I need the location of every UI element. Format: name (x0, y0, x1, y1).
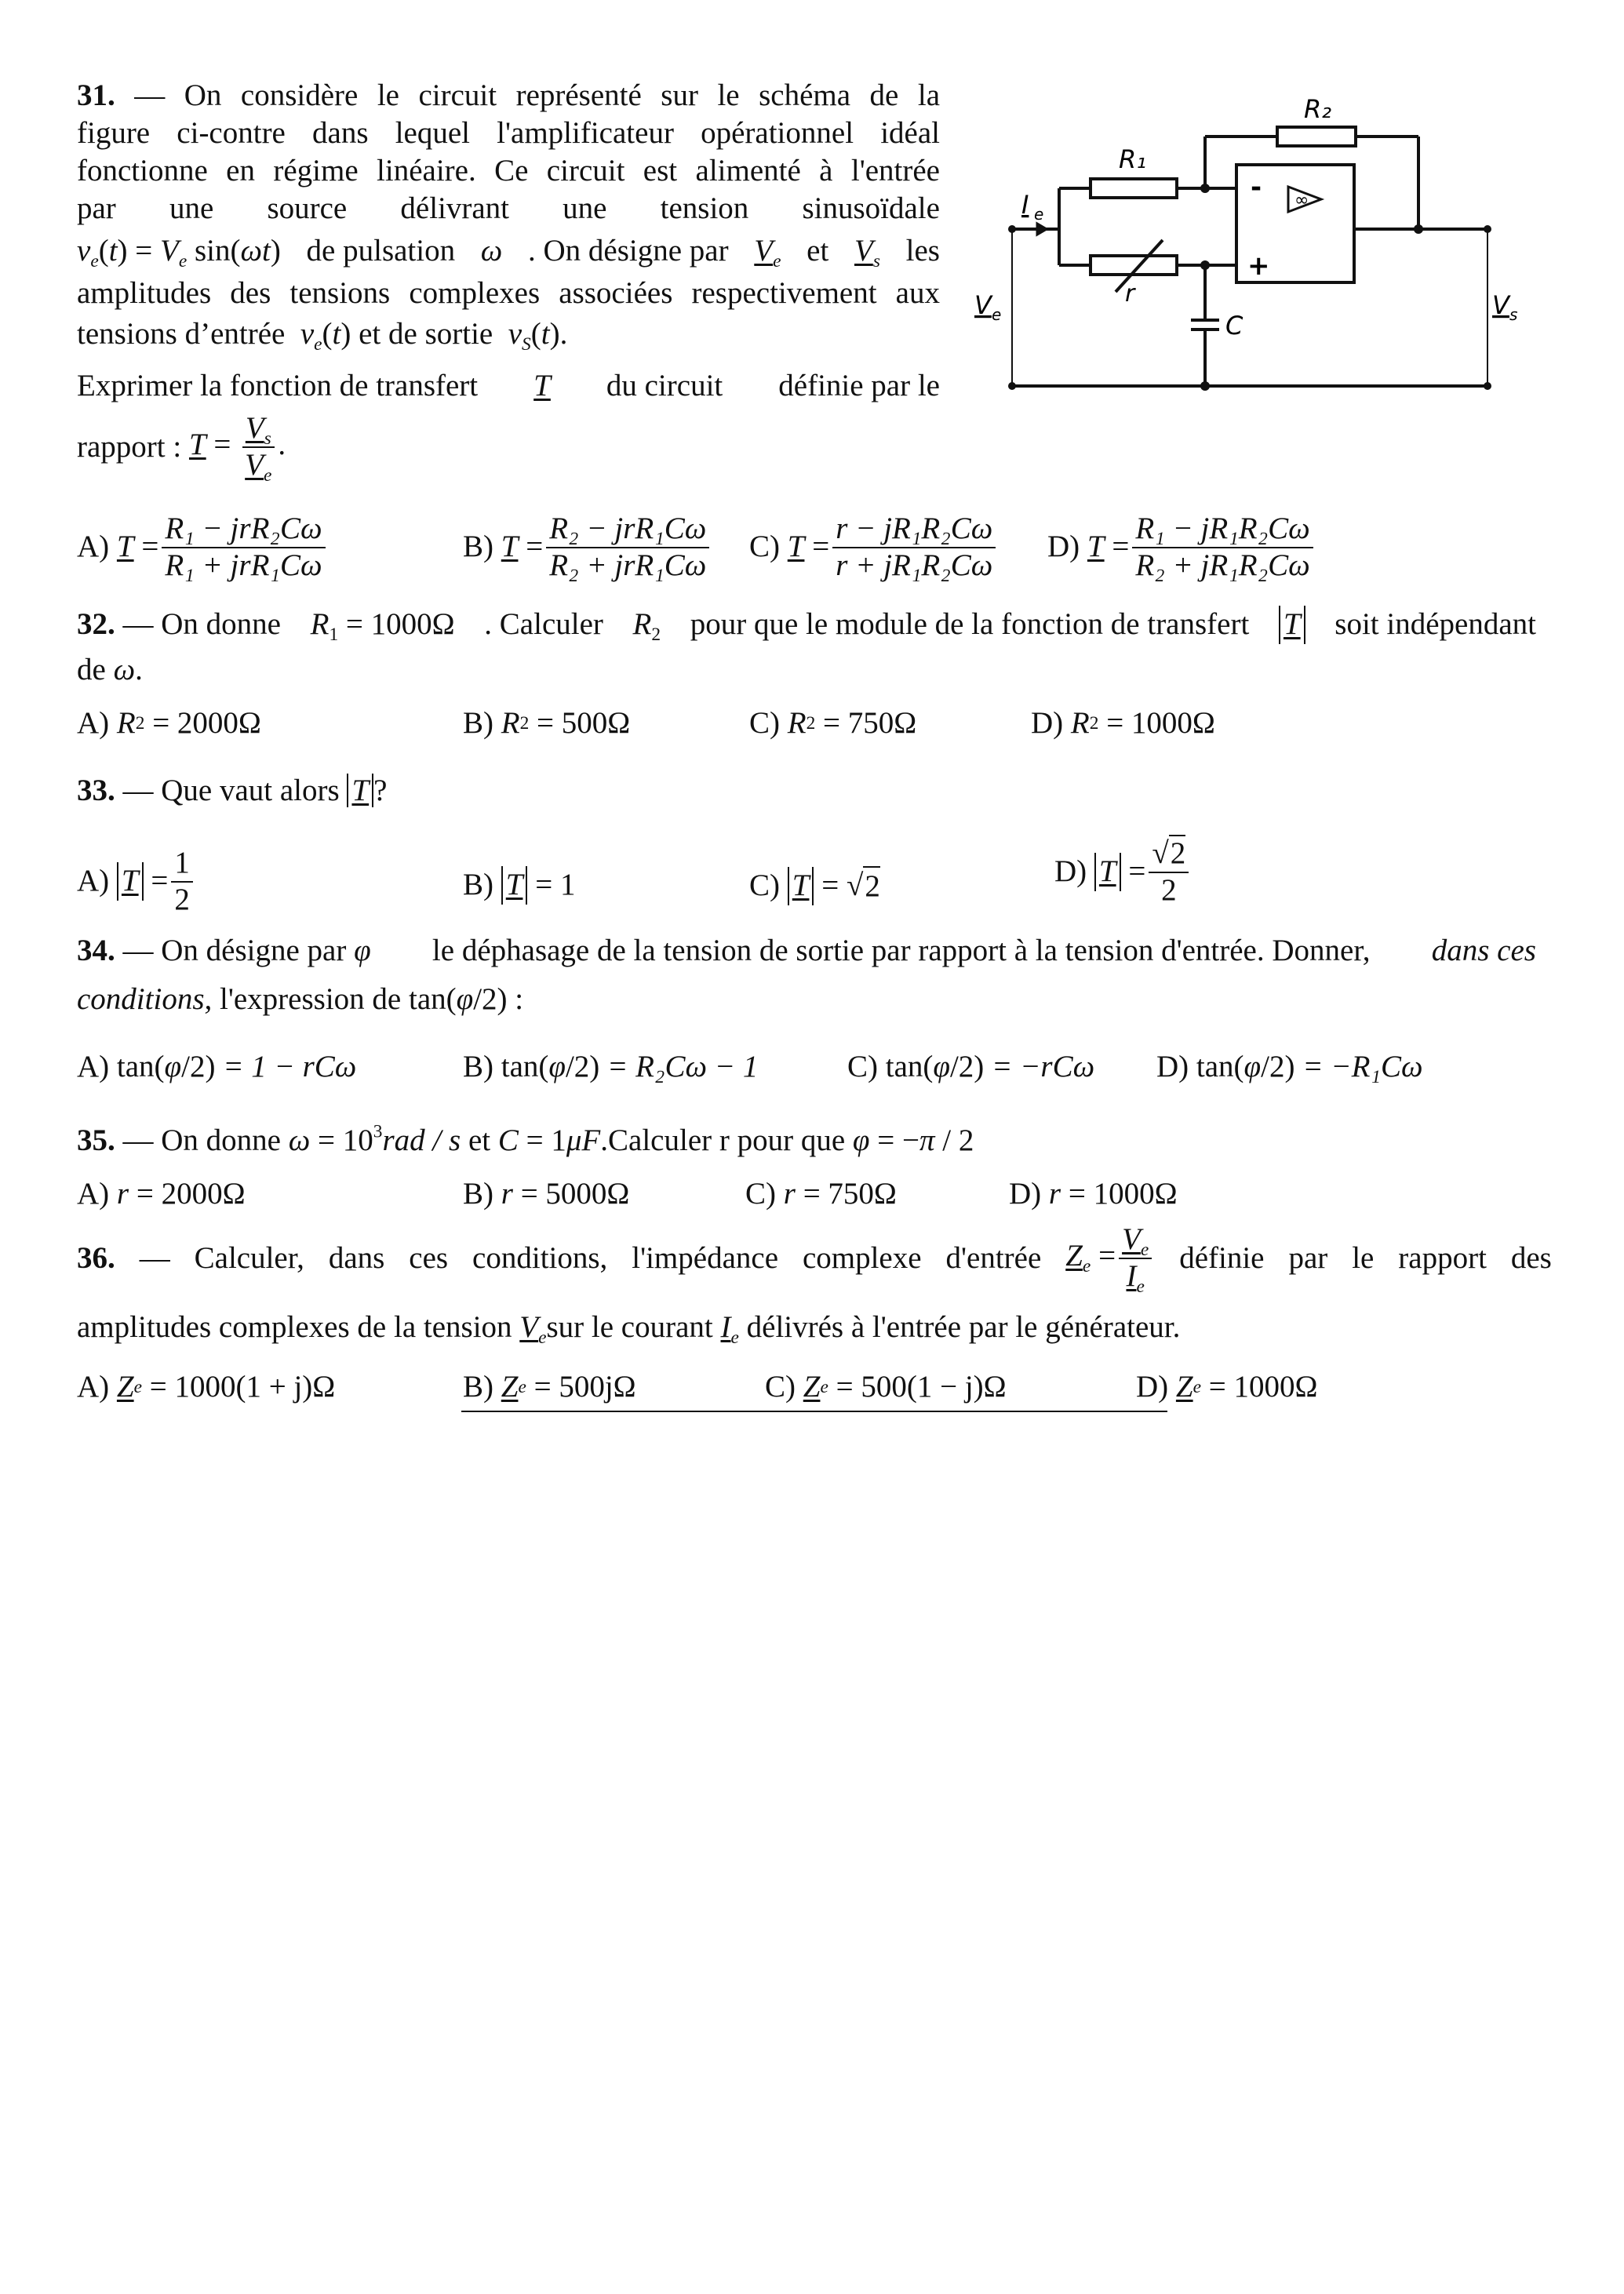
resistor-R1 (1091, 179, 1177, 198)
q32-line2: de ω. (77, 653, 143, 686)
q31-line5 (77, 228, 940, 275)
q36-text-b: sur le courant (546, 1310, 713, 1344)
q36-word: conditions, (472, 1240, 608, 1275)
q31-line6 (77, 275, 940, 315)
q34-dash: — (122, 934, 154, 967)
q33-line (77, 772, 387, 810)
q32-option-D[interactable]: D) R 2 = 1000Ω (1031, 705, 1215, 743)
T-symbol: T (533, 369, 551, 402)
q33-option-D[interactable]: D) T = $\frac{√2}{2}$ (1054, 836, 1192, 908)
q34-number: 34. (77, 934, 115, 967)
q36-word: le (1352, 1240, 1375, 1275)
q31-option-D-label: D) (1047, 530, 1080, 564)
q31-line2 (77, 115, 940, 152)
q34-text-d: conditions, (77, 982, 213, 1016)
end-rule (461, 1411, 1167, 1412)
q31-A-den: R₁ + jrR₁Cω (165, 548, 322, 582)
q31-text-8c: définie par le (778, 369, 940, 402)
node (1200, 184, 1210, 193)
q35-text-a: On donne (161, 1123, 281, 1157)
q35-C-value: = 750Ω (803, 1177, 897, 1211)
vs-t: $v_S(t)$. (508, 317, 568, 355)
q32-A-value: = 2000Ω (152, 706, 261, 740)
q31-C-num: r − jR₁R₂Cω (832, 512, 996, 548)
q36-text-c: délivrés à l'entrée par le générateur. (746, 1310, 1181, 1344)
q32-option-A[interactable]: A) R 2 = 2000Ω (77, 705, 261, 743)
q36-word: par (1288, 1240, 1328, 1275)
node (1414, 224, 1423, 234)
q31-D-den: R₂ + jR₁R₂Cω (1135, 548, 1310, 582)
q36-A-value: = 1000(1 + j)Ω (149, 1370, 336, 1404)
q35-D-value: = 1000Ω (1068, 1177, 1178, 1211)
q36-word: Calculer, (194, 1240, 304, 1275)
q35-line (77, 1122, 974, 1160)
q31-word: une (169, 191, 214, 225)
q36-A-label: A) (77, 1370, 110, 1404)
q34-text-b: le déphasage de la tension de sortie par rapport à la tension d'entrée. Donner, (431, 934, 1371, 967)
T-ratio: T = $\frac{V_s}{V_e}$ . (188, 411, 286, 486)
q31-text-7a: tensions d’entrée (77, 317, 286, 351)
q31-text-6: amplitudes des tensions complexes associées respectivement aux (77, 276, 940, 310)
q31-option-A-label: A) (77, 530, 110, 564)
q36-number: 36. (77, 1240, 115, 1275)
q31-line9 (77, 408, 940, 486)
q35-text-b: et (468, 1123, 491, 1157)
q31-D-num: R₁ − jR₁R₂Cω (1132, 512, 1313, 548)
label-Vs: V (1492, 290, 1509, 320)
label-R1: R₁ (1119, 144, 1147, 174)
q32-D-value: = 1000Ω (1106, 706, 1215, 740)
q31-B-den: R₂ + jrR₁Cω (549, 548, 707, 582)
q34-option-B[interactable]: B) tan( φ /2) = R₂Cω − 1 (463, 1048, 758, 1087)
R1-value: $R_1 = 1000\Omega$ (310, 607, 455, 646)
q31-option-B[interactable]: B) T = $\frac{\text{R₂ − jrR₁Cω}}{\text{R₂ + jrR₁Cω}}$ (463, 512, 712, 584)
phi-condition: φ = −π / 2 (852, 1123, 974, 1157)
R2-symbol: $R_2$ (632, 607, 661, 646)
q32-option-B[interactable]: B) R 2 = 500Ω (463, 705, 630, 743)
q36-option-C[interactable]: C) Z e = 500(1 − j)Ω (765, 1368, 1007, 1407)
q36-D-label: D) (1136, 1370, 1169, 1404)
label-Ie-sub: e (1034, 205, 1044, 224)
q33-D-label: D) (1054, 854, 1087, 889)
q34-text-a: On désigne par (161, 934, 347, 967)
q32-B-value: = 500Ω (537, 706, 631, 740)
q31-line7 (77, 315, 940, 367)
q36-option-D[interactable]: D) Z e = 1000Ω (1136, 1368, 1317, 1407)
q31-text-3: fonctionne en régime linéaire. Ce circuit est alimenté à l'entrée (77, 154, 940, 188)
q36-dash: — (139, 1240, 170, 1275)
q31-option-C[interactable]: C) T = $\frac{\text{r − jR₁R₂Cω}}{\text{r + jR₁R₂Cω}}$ (749, 512, 999, 584)
q31-text-8b: du circuit (606, 369, 723, 402)
q33-number: 33. (77, 774, 115, 807)
q32-text-a: On donne (161, 607, 281, 641)
q36-option-B[interactable]: B) Z e = 500jΩ (463, 1368, 636, 1407)
q31-text-5b: . On désigne par (528, 233, 729, 268)
q36-D-value: = 1000Ω (1208, 1370, 1318, 1404)
q31-line1 (77, 77, 940, 115)
q36-line1 (77, 1219, 1552, 1298)
q36-word: dans (328, 1240, 385, 1275)
omega-value: $\omega = 10^3rad / s$ (288, 1121, 461, 1157)
q31-option-B-label: B) (463, 530, 493, 564)
abs-T: T (1279, 606, 1305, 644)
q33-B-label: B) (463, 868, 493, 901)
q32-text-d: soit indépendant (1335, 607, 1536, 641)
q31-text-8a: Exprimer la fonction de transfert (77, 369, 479, 402)
q35-option-C[interactable]: C) r = 750Ω (745, 1175, 897, 1214)
node (1008, 382, 1016, 390)
omega-symbol: ω (480, 233, 503, 268)
q31-dash: — (134, 78, 166, 112)
q34-line1: 34. — On désigne par φ le déphasage de la tension de sortie par rapport à la tension d'entrée. Donner, dans ces (77, 932, 1536, 970)
label-Vs-sub: s (1509, 305, 1518, 324)
label-r: r (1125, 280, 1135, 308)
q34-line2: conditions, l'expression de tan(φ/2) : (77, 982, 524, 1016)
q34-A-label: A) (77, 1050, 110, 1083)
q32-option-C[interactable]: C) R 2 = 750Ω (749, 705, 916, 743)
q36-text-a: amplitudes complexes de la tension (77, 1310, 512, 1344)
q36-C-value: = 500(1 − j)Ω (836, 1370, 1007, 1404)
q36-B-label: B) (463, 1370, 493, 1404)
q34-C-value: = −rCω (992, 1050, 1095, 1083)
q36-option-A[interactable]: A) Z e = 1000(1 + j)Ω (77, 1368, 335, 1407)
abs-T: T (347, 774, 373, 807)
variable-arrow (1116, 240, 1163, 292)
current-arrowhead (1037, 224, 1047, 235)
q36-word: définie (1179, 1240, 1265, 1275)
Ze-definition: $Z_e$ = $\frac{V_e}{I_e}$ (1065, 1222, 1155, 1294)
q31-word: délivrant (400, 191, 510, 225)
q36-word: d'entrée (945, 1240, 1042, 1275)
resistor-R2 (1277, 127, 1356, 146)
q33-qmark: ? (373, 774, 388, 807)
q33-text: Que vaut alors (161, 774, 340, 807)
q34-text-e: l'expression de (220, 982, 402, 1016)
q36-C-label: C) (765, 1370, 796, 1404)
q31-B-num: R₂ − jrR₁Cω (546, 512, 709, 548)
q32-line1 (77, 606, 1536, 644)
q33-dash: — (122, 774, 154, 807)
q31-word: par (77, 191, 116, 225)
q36-word: rapport (1398, 1240, 1487, 1275)
q31-block (77, 77, 940, 486)
q31-text-5a: de pulsation (306, 233, 456, 268)
q34-option-D[interactable]: D) tan( φ /2) = −R₁Cω (1156, 1048, 1423, 1087)
q31-line8 (77, 367, 940, 408)
q32-B-label: B) (463, 706, 493, 740)
label-Ve-sub: e (992, 305, 1002, 324)
q31-text-2: figure ci-contre dans lequel l'amplificateur opérationnel idéal (77, 116, 940, 150)
ve-t: $v_e(t)$ (300, 317, 351, 355)
q31-word: tension (660, 191, 749, 225)
q34-D-value: = −R₁Cω (1302, 1050, 1423, 1083)
ve-t-formula: $v_e(t) = V_e$ sin(ωt) (77, 233, 281, 271)
q31-number: 31. (77, 78, 115, 112)
q36-line2: amplitudes complexes de la tension $V_esur$ le courant $I_e$ délivrés à l'entrée par le générateur. (77, 1310, 1181, 1349)
q34-option-A[interactable]: A) tan( φ /2) = 1 − rCω (77, 1048, 356, 1087)
q32-D-label: D) (1031, 706, 1064, 740)
q32-text-b: . Calculer (484, 607, 603, 641)
label-plus: + (1247, 250, 1270, 282)
q31-et: et (807, 233, 829, 268)
q32-dash: — (122, 607, 154, 641)
q32-C-label: C) (749, 706, 780, 740)
q36-word: ces (409, 1240, 449, 1275)
q32-text-c: pour que le module de la fonction de transfert (690, 607, 1250, 641)
q31-text-5c: les (905, 233, 940, 268)
q35-B-value: = 5000Ω (520, 1177, 630, 1211)
node (1484, 225, 1491, 233)
q31-text-9: rapport : (77, 429, 182, 464)
q33-option-B[interactable]: B) T = 1 (463, 866, 575, 905)
q33-option-C[interactable]: C) T = √ 2 (749, 866, 880, 906)
q35-A-value: = 2000Ω (136, 1177, 246, 1211)
Ve-symbol: $V_e$ (754, 233, 781, 271)
Vs-symbol: $V_s$ (854, 233, 880, 271)
q35-C-label: C) (745, 1177, 776, 1211)
q33-C-label: C) (749, 868, 780, 902)
q32-number: 32. (77, 607, 115, 641)
q34-B-label: B) (463, 1050, 493, 1083)
q31-text-1: On considère le circuit représenté sur le schéma de la (184, 78, 941, 112)
label-R2: R₂ (1304, 94, 1332, 124)
q34-B-value: = R₂Cω − 1 (607, 1050, 759, 1083)
q34-option-C[interactable]: C) tan( φ /2) = −rCω (847, 1048, 1094, 1087)
label-amp: ∞ (1294, 191, 1309, 210)
node (1008, 225, 1016, 233)
q33-A-label: A) (77, 864, 110, 898)
C-value: C = 1μF (497, 1123, 601, 1157)
q32-C-value: = 750Ω (823, 706, 917, 740)
q34-A-value: = 1 − rCω (223, 1050, 357, 1083)
q31-C-den: r + jR₁R₂Cω (836, 548, 993, 582)
q35-A-label: A) (77, 1177, 110, 1211)
q31-option-A[interactable]: A) T = $\frac{\text{R₁ − jrR₂Cω}}{\text{R₁ + jrR₁Cω}}$ (77, 512, 329, 584)
label-Ie: I (1021, 190, 1029, 220)
q31-word: sinusoïdale (802, 191, 940, 225)
q34-text-c: dans ces (1431, 934, 1536, 967)
label-Ve: V (974, 290, 992, 320)
q31-line3 (77, 152, 940, 190)
q31-word: une (563, 191, 607, 225)
q32-A-label: A) (77, 706, 110, 740)
q32-text-e: de (77, 653, 106, 686)
q36-B-value: = 500jΩ (533, 1370, 636, 1404)
q36-word: complexe (802, 1240, 922, 1275)
q35-text-c: .Calculer r pour que (600, 1123, 846, 1157)
q31-A-num: R₁ − jrR₂Cω (162, 512, 325, 548)
circuit-diagram (965, 86, 1518, 400)
node (1200, 381, 1210, 391)
q35-dash: — (122, 1123, 154, 1157)
q35-B-label: B) (463, 1177, 493, 1211)
q36-word: des (1510, 1240, 1552, 1275)
label-C: C (1225, 311, 1243, 340)
q31-option-C-label: C) (749, 530, 780, 564)
node (1484, 382, 1491, 390)
q31-word: source (267, 191, 348, 225)
q31-text-7b: et de sortie (359, 317, 493, 351)
label-minus: - (1251, 172, 1262, 203)
q34-C-label: C) (847, 1050, 878, 1083)
q35-option-A[interactable]: A) r = 2000Ω (77, 1175, 246, 1214)
q35-number: 35. (77, 1123, 115, 1157)
q35-option-B[interactable]: B) r = 5000Ω (463, 1175, 629, 1214)
q35-D-label: D) (1009, 1177, 1042, 1211)
node (1200, 260, 1210, 270)
q35-option-D[interactable]: D) r = 1000Ω (1009, 1175, 1178, 1214)
q31-line4 (77, 190, 940, 228)
q34-D-label: D) (1156, 1050, 1189, 1083)
q36-word: l'impédance (632, 1240, 779, 1275)
q33-option-A[interactable]: A) T = $\frac{1}{2}$ (77, 846, 196, 918)
q31-option-D[interactable]: D) T = $\frac{\text{R₁ − jR₁R₂Cω}}{\text{R₂ + jR₁R₂Cω}}$ (1047, 512, 1316, 584)
